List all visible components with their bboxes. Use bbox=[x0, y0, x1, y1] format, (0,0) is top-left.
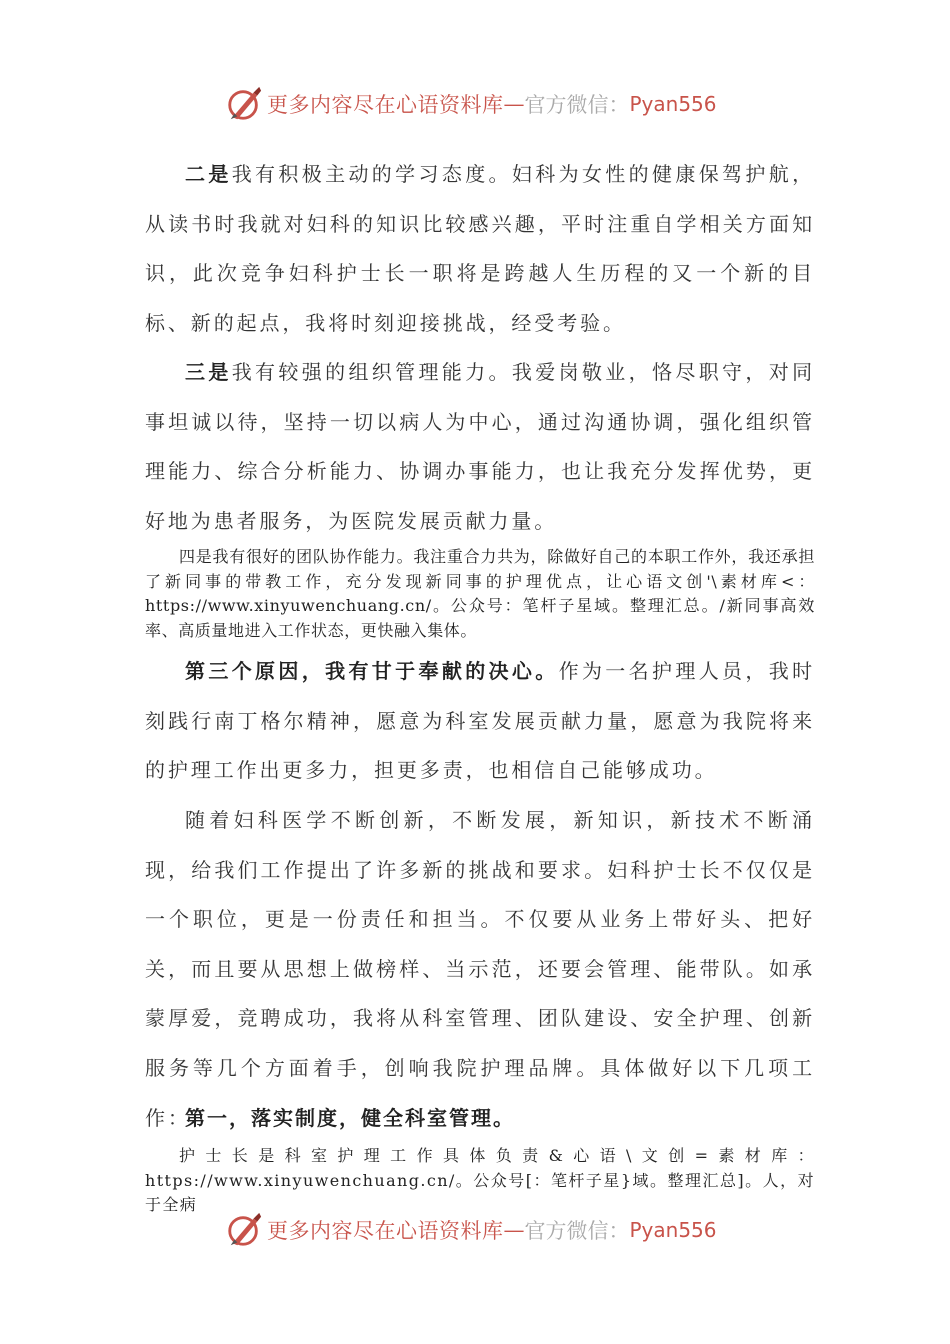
header-watermark bbox=[225, 84, 745, 124]
paragraph-learning-attitude bbox=[145, 150, 815, 348]
watermark-separator: — bbox=[503, 1218, 525, 1242]
pen-logo-icon bbox=[225, 1211, 263, 1249]
watermark-wechat-label: 官方微信： bbox=[524, 93, 630, 117]
watermark-title: 更多内容尽在心语资料库 bbox=[267, 93, 504, 117]
paragraph-management-ability bbox=[145, 348, 815, 546]
paragraph-lead: 三是 bbox=[185, 360, 232, 384]
watermark-title: 更多内容尽在心语资料库 bbox=[267, 1219, 504, 1243]
pen-logo-icon bbox=[225, 85, 263, 123]
paragraph-text: 我有积极主动的学习态度。妇科为女性的健康保驾护航，从读书时我就对妇科的知识比较感兴趣，平时注重自学相关方面知识，此次竞争妇科护士长一职将是跨越人生历程的又一个新的目标、新的起点，我将时刻迎接挑战，经受考验。 bbox=[145, 162, 815, 335]
paragraph-text: 作为一名护理人员，我时刻践行南丁格尔精神，愿意为科室发展贡献力量，愿意为我院将来的护理工作出更多力，担更多责，也相信自己能够成功。 bbox=[145, 659, 815, 783]
paragraph-dedication bbox=[145, 647, 815, 796]
paragraph-lead: 二是 bbox=[185, 162, 232, 186]
section-heading: 第一，落实制度，健全科室管理。 bbox=[185, 1106, 515, 1130]
paragraph-teamwork: 四是我有很好的团队协作能力。我注重合力共为，除做好自己的本职工作外，我还承担了新同事的带教工作，充分发现新同事的护理优点，让心语文创'\素材库<：https://www.xinyuwenchuang.cn/。公众号：笔杆子星域。整理汇总。/新同事高效率、高质量地进入工作状态，更快融入集体。 bbox=[145, 547, 815, 640]
footer-watermark bbox=[225, 1210, 745, 1250]
watermark-separator: — bbox=[503, 92, 525, 116]
paragraph-head-nurse: 护士长是科室护理工作具体负责&心语\文创=素材库：https://www.xinyuwenchuang.cn/。公众号[：笔杆子星}域。整理汇总]。人，对于全病 bbox=[145, 1146, 815, 1214]
paragraph-lead: 第三个原因，我有甘于奉献的决心。 bbox=[185, 659, 559, 683]
watermark-wechat-label: 官方微信： bbox=[524, 1219, 630, 1243]
watermark-wechat-id: Pyan556 bbox=[629, 92, 717, 116]
paragraph-text: 我有较强的组织管理能力。我爱岗敬业，恪尽职守，对同事坦诚以待，坚持一切以病人为中心，通过沟通协调，强化组织管理能力、综合分析能力、协调办事能力，也让我充分发挥优势，更好地为患者服务，为医院发展贡献力量。 bbox=[145, 360, 815, 533]
paragraph-work-plan: 随着妇科医学不断创新，不断发展，新知识，新技术不断涌现，给我们工作提出了许多新的挑战和要求。妇科护士长不仅仅是一个职位，更是一份责任和担当。不仅要从业务上带好头、把好关，而且要从思想上做榜样、当示范，还要会管理、能带队。如承蒙厚爱，竞聘成功，我将从科室管理、团队建设、安全护理、创新服务等几个方面着手，创响我院护理品牌。具体做好以下几项工作： bbox=[145, 808, 815, 1130]
watermark-wechat-id: Pyan556 bbox=[629, 1218, 717, 1242]
